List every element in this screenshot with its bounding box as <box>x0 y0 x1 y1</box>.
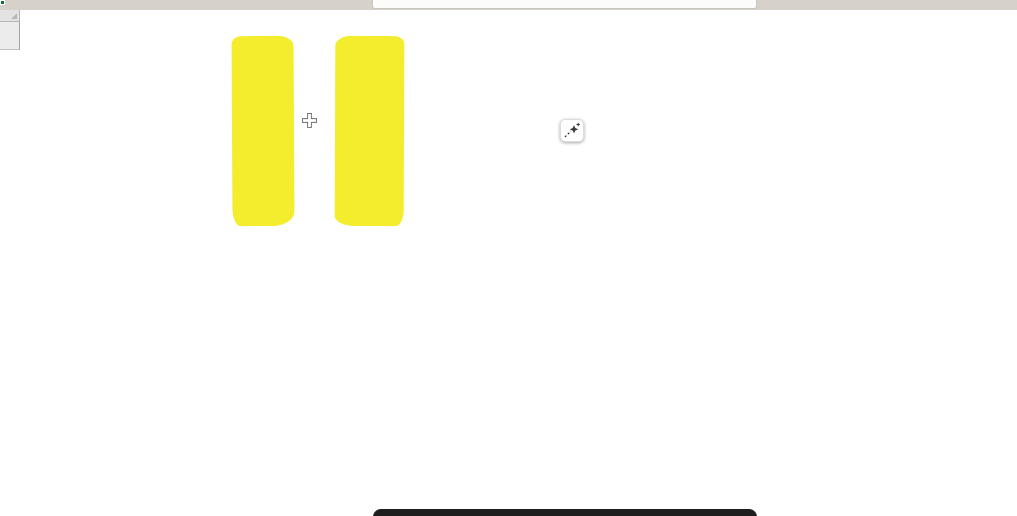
bottom-dock-bar <box>373 509 757 516</box>
select-all-corner[interactable] <box>0 10 20 22</box>
row-number-1[interactable] <box>0 22 20 50</box>
top-chrome-strip <box>0 0 1017 10</box>
floating-toolbar-edge <box>372 0 757 9</box>
ai-sparkle-button[interactable] <box>560 119 584 142</box>
sparkle-icon <box>563 122 581 139</box>
cell-cursor-plus <box>302 113 317 133</box>
highlighter-stroke-mes <box>232 36 295 226</box>
column-letters-row <box>0 10 20 22</box>
fill-handle[interactable] <box>0 0 5 5</box>
highlighter-stroke-trimestre <box>335 36 405 226</box>
header-row <box>0 22 20 50</box>
